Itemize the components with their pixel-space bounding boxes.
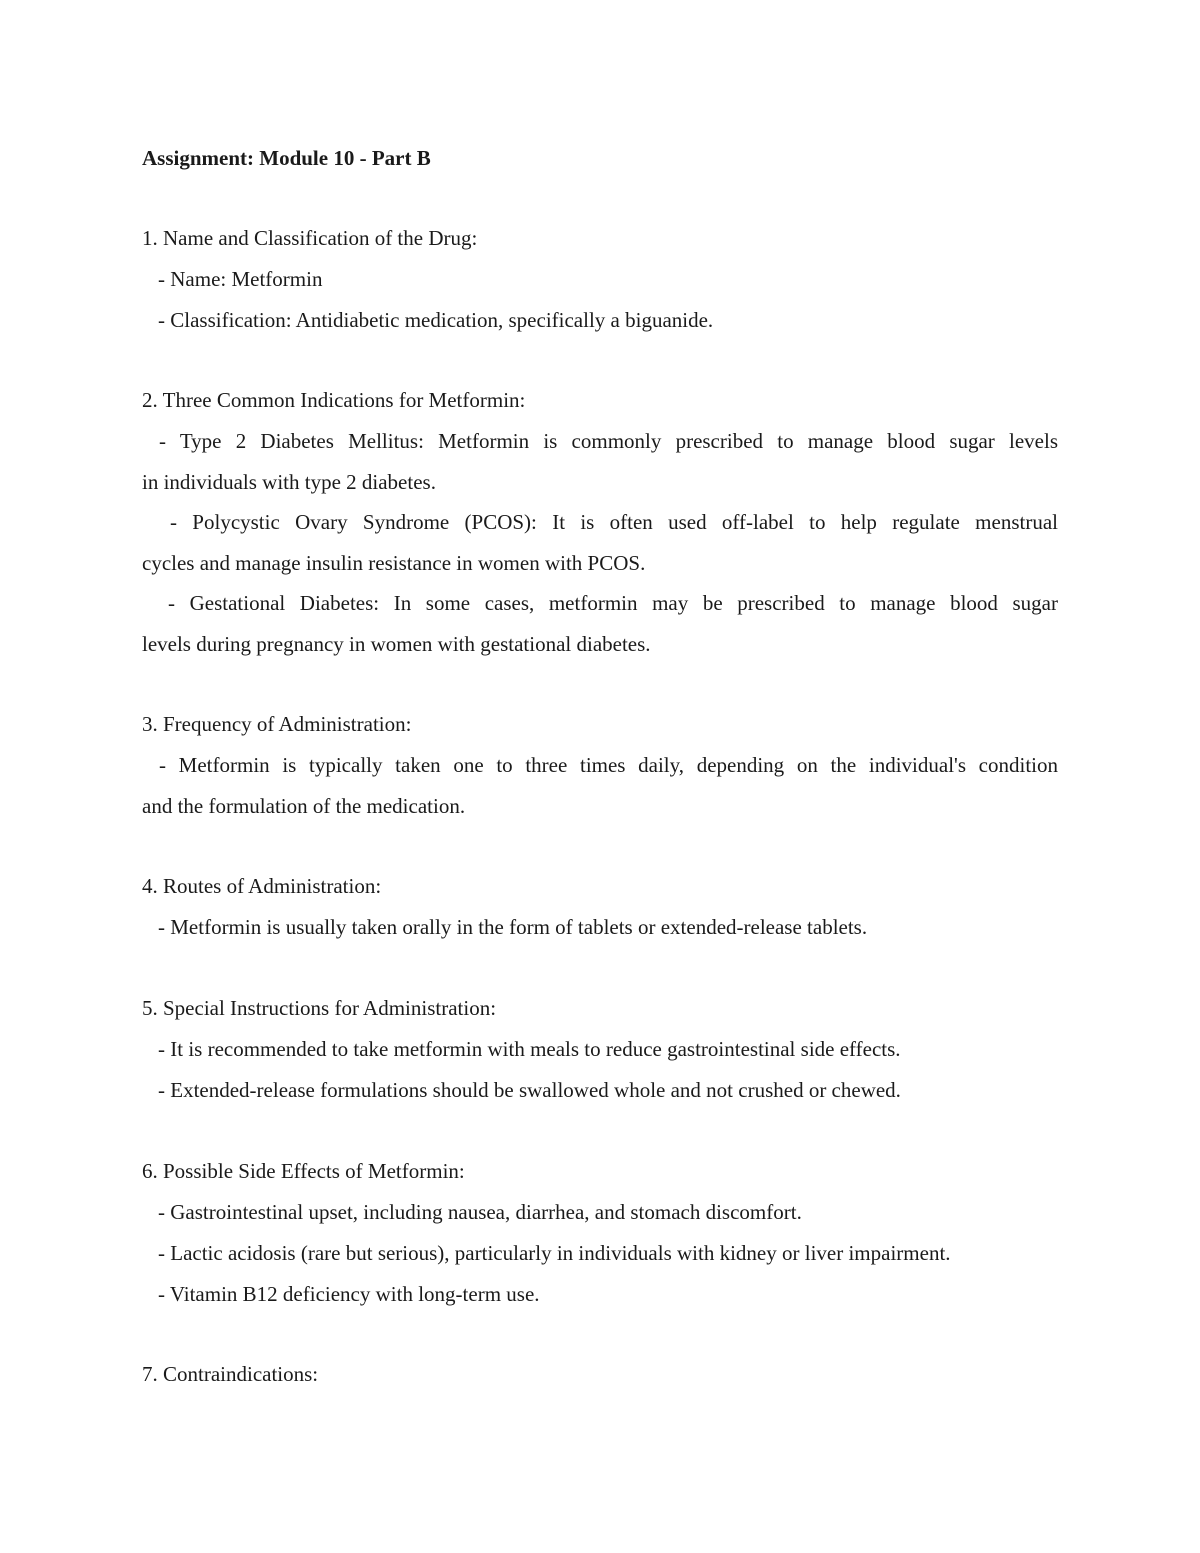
section-line: - Vitamin B12 deficiency with long-term use. — [158, 1282, 540, 1306]
section-line: in individuals with type 2 diabetes. — [142, 470, 436, 494]
section-line: - Type 2 Diabetes Mellitus: Metformin is commonly prescribed to manage blood sugar levels — [159, 429, 1058, 453]
section-heading: 3. Frequency of Administration: — [142, 712, 412, 736]
section-line: - Metformin is typically taken one to three times daily, depending on the individual's condition — [159, 753, 1058, 777]
section-line: - Classification: Antidiabetic medication, specifically a biguanide. — [158, 308, 714, 332]
section-heading: 2. Three Common Indications for Metformin: — [142, 388, 526, 412]
section-line: - Metformin is usually taken orally in the form of tablets or extended-release tablets. — [158, 915, 868, 939]
section-line: - Name: Metformin — [158, 267, 323, 291]
section-line: - Extended-release formulations should be swallowed whole and not crushed or chewed. — [158, 1078, 901, 1102]
section-heading: 4. Routes of Administration: — [142, 874, 382, 898]
section-line: - Polycystic Ovary Syndrome (PCOS): It is often used off-label to help regulate menstrual — [170, 510, 1058, 534]
section-line: cycles and manage insulin resistance in women with PCOS. — [142, 551, 646, 575]
section-line: - Gastrointestinal upset, including nausea, diarrhea, and stomach discomfort. — [158, 1200, 802, 1224]
document-title: Assignment: Module 10 - Part B — [142, 146, 431, 170]
section-line: levels during pregnancy in women with gestational diabetes. — [142, 632, 651, 656]
section-heading: 6. Possible Side Effects of Metformin: — [142, 1159, 465, 1183]
section-heading: 1. Name and Classification of the Drug: — [142, 226, 478, 250]
section-heading: 7. Contraindications: — [142, 1362, 319, 1386]
section-line: - Gestational Diabetes: In some cases, metformin may be prescribed to manage blood sugar — [168, 591, 1058, 615]
section-line: and the formulation of the medication. — [142, 794, 466, 818]
section-line: - It is recommended to take metformin with meals to reduce gastrointestinal side effects. — [158, 1037, 901, 1061]
section-heading: 5. Special Instructions for Administration: — [142, 996, 497, 1020]
section-line: - Lactic acidosis (rare but serious), particularly in individuals with kidney or liver impairment. — [158, 1241, 951, 1265]
